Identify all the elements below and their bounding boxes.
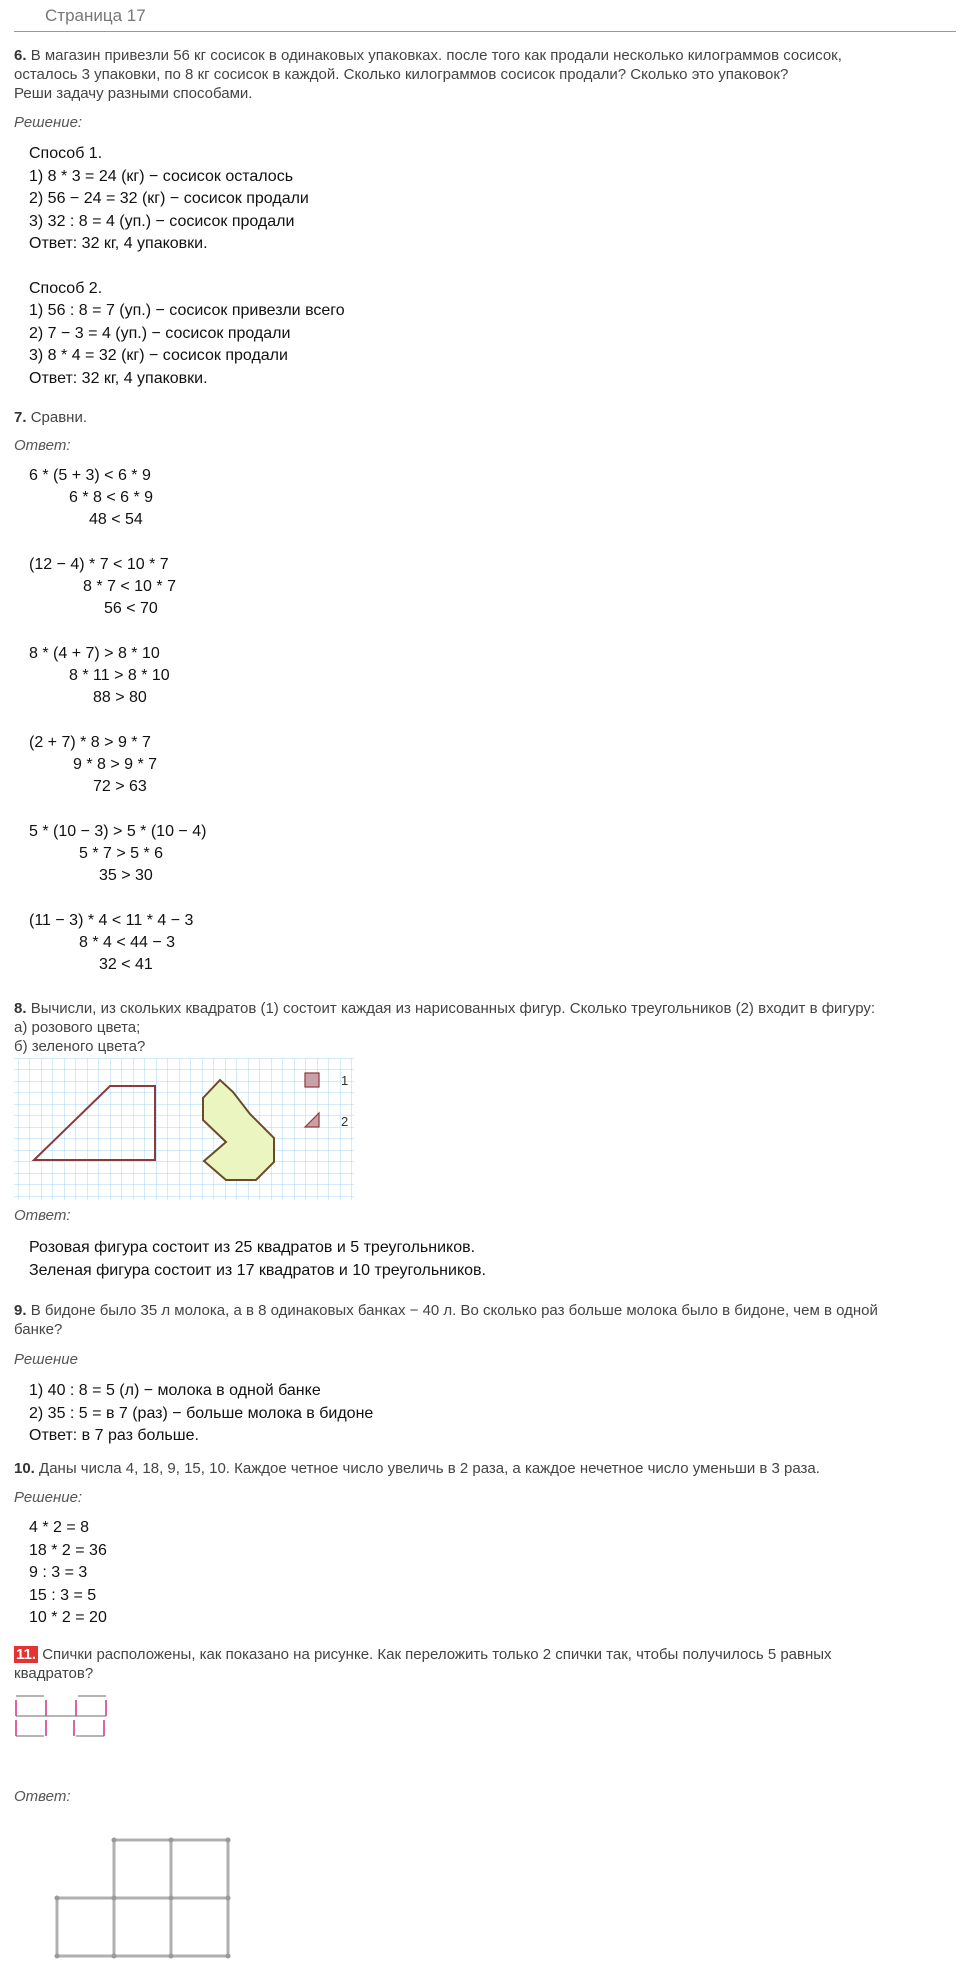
comparison-line: 8 * 4 < 44 − 3 (79, 934, 176, 951)
comparison-line: 5 * (10 − 3) > 5 * (10 − 4) (29, 823, 207, 840)
task-number: 9. (14, 1302, 27, 1319)
solution-line: 1) 56 : 8 = 7 (уп.) − сосисок привезли всего (29, 302, 345, 319)
figures-grid-image (14, 1058, 354, 1200)
answer-line: Розовая фигура состоит из 25 квадратов и 5 треугольников. (29, 1239, 476, 1256)
solution-label: Решение: (14, 1489, 83, 1506)
answer-line: Ответ: в 7 раз больше. (29, 1427, 199, 1444)
header-divider (14, 31, 956, 32)
solution-line: 2) 7 − 3 = 4 (уп.) − сосисок продали (29, 324, 291, 342)
task-number: 10. (14, 1460, 35, 1477)
solution-label: Решение: (14, 114, 83, 131)
task-text: осталось 3 упаковки, по 8 кг сосисок в каждой. Сколько килограммов сосисок продали? Сколько это упаковок? (14, 66, 789, 83)
comparison-line: 8 * (4 + 7) > 8 * 10 (29, 645, 160, 662)
comparison-line: 48 < 54 (89, 511, 143, 528)
task-text: В бидоне было 35 л молока, а в 8 одинаковых банках − 40 л. Во сколько раз больше молока было в бидоне, чем в одной (30, 1302, 878, 1319)
task-number: 8. (14, 1000, 27, 1017)
solution-label: Решение (14, 1351, 78, 1368)
solution-line: 4 * 2 = 8 (29, 1519, 90, 1536)
task-10 (14, 1459, 954, 1478)
comparison-line: (12 − 4) * 7 < 10 * 7 (29, 556, 169, 573)
page-header: Страница 17 (45, 6, 146, 25)
task-text: банке? (14, 1321, 63, 1338)
answer-line: Ответ: 32 кг, 4 упаковки. (29, 369, 208, 387)
solution-line: 3) 32 : 8 = 4 (уп.) − сосисок продали (29, 212, 295, 230)
comparison-line: 6 * 8 < 6 * 9 (69, 489, 154, 506)
solution-line: 15 : 3 = 5 (29, 1586, 97, 1604)
task-text: а) розового цвета; (14, 1019, 141, 1036)
task-9 (14, 1301, 954, 1339)
solution-line: 18 * 2 = 36 (29, 1541, 107, 1559)
solution-line: 1) 40 : 8 = 5 (л) − молока в одной банке (29, 1382, 321, 1399)
task-number-highlight: 11. (16, 1646, 37, 1663)
task-text: Сравни. (30, 409, 88, 426)
comparison-line: 56 < 70 (104, 600, 158, 617)
solution-line: 2) 56 − 24 = 32 (кг) − сосисок продали (29, 190, 309, 207)
task-text: Спички расположены, как показано на рисунке. Как переложить только 2 спички так, чтобы получилось 5 равных (42, 1646, 832, 1663)
comparison-line: 5 * 7 > 5 * 6 (79, 845, 164, 862)
task-7 (14, 408, 954, 427)
solution-line: 9 : 3 = 3 (29, 1564, 88, 1581)
answer-8 (29, 1237, 486, 1282)
task-number: 7. (14, 409, 27, 426)
comparison-line: 32 < 41 (99, 956, 153, 973)
task-number: 6. (14, 47, 27, 64)
comparison-line: 9 * 8 > 9 * 7 (73, 756, 158, 773)
solution-line: 2) 35 : 5 = в 7 (раз) − больше молока в бидоне (29, 1404, 374, 1422)
solution-line: 3) 8 * 4 = 32 (кг) − сосисок продали (29, 347, 288, 364)
solution-6 (29, 143, 345, 390)
task-text: Даны числа 4, 18, 9, 15, 10. Каждое четное число увеличь в 2 раза, а каждое нечетное число уменьши в 3 раза. (39, 1460, 820, 1477)
comparison-line: 8 * 7 < 10 * 7 (83, 578, 176, 595)
comparison-line: 88 > 80 (93, 689, 147, 706)
task-6 (14, 46, 954, 103)
comparison-line: 72 > 63 (93, 778, 147, 795)
task-text: Реши задачу разными способами. (14, 85, 253, 102)
task-text: В магазин привезли 56 кг сосисок в одинаковых упаковках. после того как продали несколько килограммов сосисок, (30, 47, 842, 64)
answer-label: Ответ: (14, 1788, 71, 1805)
legend-square-icon (305, 1073, 319, 1087)
answer-line: Ответ: 32 кг, 4 упаковки. (29, 235, 208, 252)
answer-label: Ответ: (14, 1207, 71, 1224)
comparison-line: (11 − 3) * 4 < 11 * 4 − 3 (29, 912, 194, 929)
matches-answer-image (50, 1830, 250, 1970)
solution-line: 1) 8 * 3 = 24 (кг) − сосисок осталось (29, 167, 294, 185)
comparison-line: 6 * (5 + 3) < 6 * 9 (29, 467, 151, 484)
legend-triangle-label: 2 (341, 1114, 349, 1129)
matches-start-image (14, 1692, 114, 1742)
solution-line: 10 * 2 = 20 (29, 1609, 107, 1626)
solution-line: Способ 1. (29, 145, 103, 162)
solution-9 (29, 1380, 373, 1448)
task-8 (14, 999, 954, 1056)
solution-10 (29, 1517, 107, 1630)
task-11 (14, 1645, 954, 1683)
task-text: Вычисли, из скольких квадратов (1) состоит каждая из нарисованных фигур. Сколько треугольников (2) входит в фигуру: (30, 1000, 876, 1017)
comparison-line: 35 > 30 (99, 867, 153, 884)
comparison-line: (2 + 7) * 8 > 9 * 7 (29, 734, 151, 751)
solution-line: Способ 2. (29, 279, 103, 297)
comparison-line: 8 * 11 > 8 * 10 (69, 667, 170, 684)
answer-line: Зеленая фигура состоит из 17 квадратов и 10 треугольников. (29, 1261, 486, 1279)
legend-square-label: 1 (341, 1073, 349, 1088)
task-text: б) зеленого цвета? (14, 1038, 146, 1055)
answer-label: Ответ: (14, 437, 71, 454)
task-text: квадратов? (14, 1665, 94, 1682)
